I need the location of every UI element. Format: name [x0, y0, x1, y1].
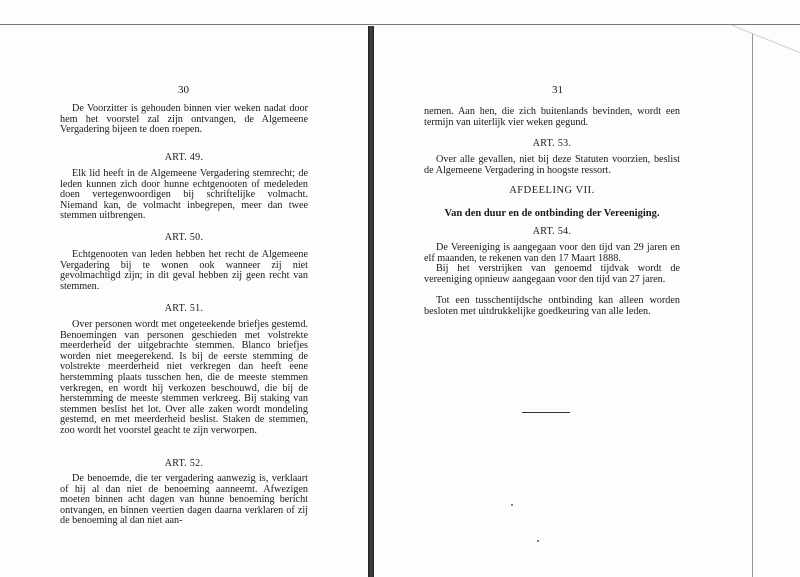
article-49-heading: ART. 49.: [164, 152, 204, 163]
article-54-paragraph-1: De Vereeniging is aangegaan voor den tijd van 29 jaren en elf maanden, te rekenen van den 17 Maart 1888.: [424, 242, 680, 264]
section-heading: AFDEELING VII.: [509, 185, 595, 196]
article-51-heading: ART. 51.: [164, 303, 204, 314]
page-number: 31: [552, 84, 563, 96]
article-52-continuation: nemen. Aan hen, die zich buitenlands bevinden, wordt een termijn van uiterlijk vier weken gegund.: [424, 106, 680, 128]
article-49-text: Elk lid heeft in de Algemeene Vergadering stemrecht; de leden kunnen zich door hunne echtgenooten of medeleden doen vertegenwoordigen bij schriftelijke volmacht. Niemand kan, de volmacht inbegrepen, meer dan twee stemmen uitbrengen.: [60, 168, 308, 222]
article-53-heading: ART. 53.: [532, 138, 572, 149]
article-53-text: Over alle gevallen, niet bij deze Statuten voorzien, beslist de Algemeene Vergadering in hoogste ressort.: [424, 154, 680, 176]
end-rule: [522, 412, 570, 413]
page-number: 30: [178, 84, 189, 96]
right-page-edge: [752, 34, 753, 577]
intro-paragraph: De Voorzitter is gehouden binnen vier weken nadat door hem het voorstel zal zijn ontvangen, de Algemeene Vergadering bijeen te doen roepen.: [60, 103, 308, 136]
article-54-paragraph-2: Bij het verstrijken van genoemd tijdvak wordt de vereeniging opnieuw aangegaan voor den tijd van 27 jaren.: [424, 263, 680, 285]
article-51-text: Over personen wordt met ongeteekende briefjes gestemd. Benoemingen van personen geschieden met volstrekte meerderheid der uitgebrachte stemmen. Blanco briefjes worden niet meegerekend. Is bij de eerste stemming de volstrekte meerderheid niet verkregen dan heeft eene herstemming plaats tusschen hen, die de meeste stemmen verkregen, en wordt hij verkozen beschouwd, die bij de herstemming de meeste stemmen verkreeg. Bij staking van stemmen beslist het lot. Over alle zaken wordt mondeling gestemd, en met meerderheid beslist. Staken de stemmen, zoo wordt het voorstel geacht te zijn verworpen.: [60, 319, 308, 436]
top-page-edge: [0, 24, 800, 25]
speck: [537, 540, 539, 542]
speck: [511, 504, 513, 506]
article-52-heading: ART. 52.: [164, 458, 204, 469]
article-50-text: Echtgenooten van leden hebben het recht de Algemeene Vergadering bij te wonen ook wanneer zij niet gevolmachtigd zijn; in dit geval hebben zij geen recht van stemmen.: [60, 249, 308, 292]
article-50-heading: ART. 50.: [164, 232, 204, 243]
book-spine: [368, 26, 374, 577]
article-54-heading: ART. 54.: [532, 226, 572, 237]
article-54-paragraph-3: Tot een tusschentijdsche ontbinding kan alleen worden besloten met uitdrukkelijke goedkeuring van alle leden.: [424, 295, 680, 317]
article-52-text: De benoemde, die ter vergadering aanwezig is, verklaart of hij al dan niet de benoeming aanneemt. Afwezigen moeten binnen acht dagen van hunne benoeming bericht ontvangen, en binnen veertien dagen daarna verklaren of zij de benoeming al dan niet aan-: [60, 473, 308, 527]
section-title: Van den duur en de ontbinding der Vereeniging.: [444, 208, 660, 219]
folded-corner: [730, 24, 800, 83]
